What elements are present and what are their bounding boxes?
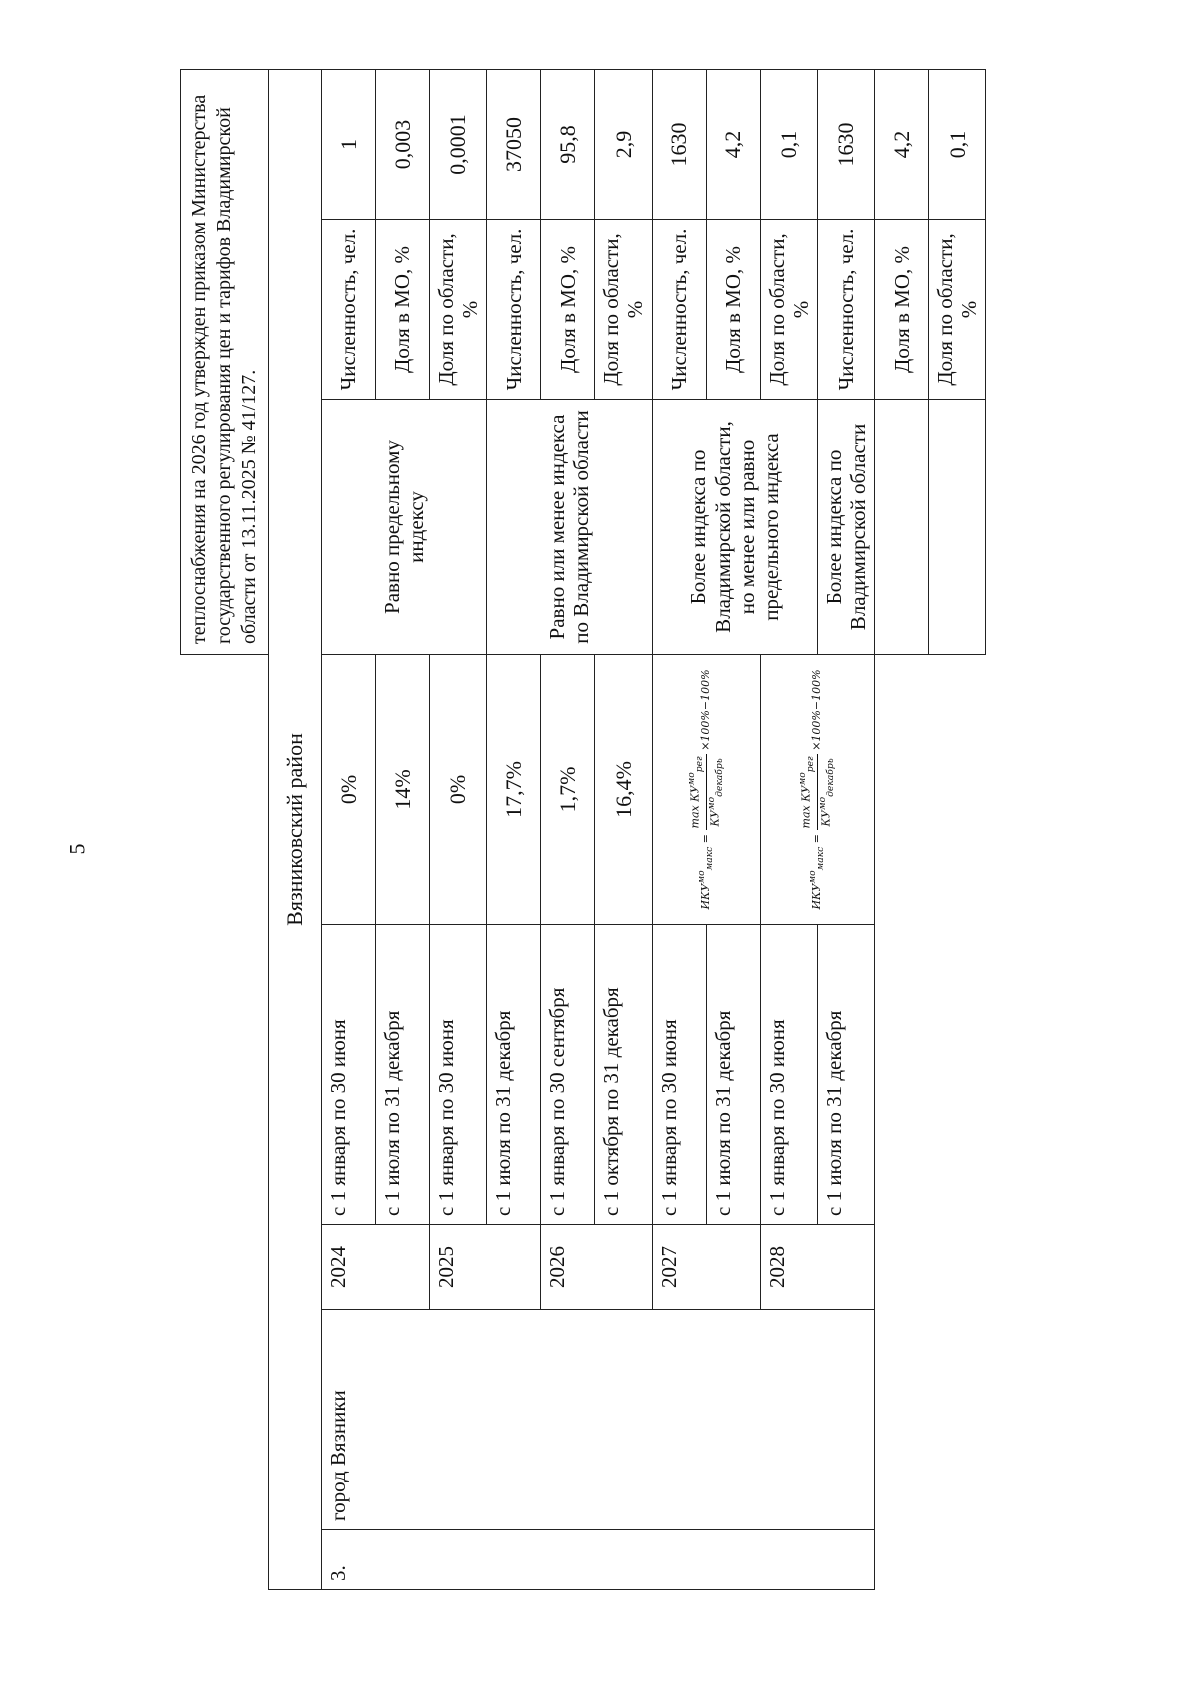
period-2027-second: с 1 июля по 31 декабря [706, 925, 760, 1225]
value-c1-share-region: 0,0001 [430, 69, 487, 219]
formula-numer: max КУ [800, 785, 814, 829]
municipality-name: город Вязники [322, 1310, 875, 1530]
formula-denom: КУ [708, 810, 722, 827]
formula-denom: КУ [819, 810, 833, 827]
spacer-cell [875, 654, 929, 1589]
formula-lhs: ИКУ [810, 883, 824, 910]
index-2026-second: 16,4% [595, 654, 652, 924]
page-number: 5 [64, 843, 90, 855]
formula-fraction [798, 754, 836, 830]
indicator-count: Численность, чел. [817, 219, 874, 399]
index-2025-second: 17,7% [487, 654, 541, 924]
period-2025-second: с 1 июля по 31 декабря [487, 925, 541, 1225]
formula-denominator [707, 754, 725, 830]
formula-lhs-sub: макс [815, 846, 827, 871]
header-note-row [181, 69, 269, 1589]
formula-numer-sup: мо [797, 772, 809, 786]
formula-2028 [760, 654, 875, 924]
index-2024-second: 14% [376, 654, 430, 924]
formula-numer-sub: рег [694, 756, 706, 773]
value-c2-share-region: 2,9 [595, 69, 652, 219]
indicator-count: Численность, чел. [652, 219, 706, 399]
criterion-between: Более индекса по Владимирской области, но менее или равно предельного индекса [652, 399, 817, 654]
formula-lhs-sub: макс [704, 846, 716, 871]
criterion-above-region-cont [875, 399, 929, 654]
formula-denom-sup: мо [705, 796, 717, 811]
year-2028: 2028 [760, 1225, 875, 1310]
indicator-share-region: Доля по области, % [760, 219, 817, 399]
value-c1-share-mo: 0,003 [376, 69, 430, 219]
value-c3-share-mo: 4,2 [706, 69, 760, 219]
value-c2-share-mo: 95,8 [541, 69, 595, 219]
indicator-count: Численность, чел. [487, 219, 541, 399]
formula-numer: max КУ [688, 785, 702, 829]
period-2027-first: с 1 января по 30 июня [652, 925, 706, 1225]
formula-eq: = [810, 833, 824, 844]
value-c4-count: 1630 [817, 69, 874, 219]
formula-numerator [798, 754, 817, 830]
formula-lhs-sup: мо [696, 870, 708, 884]
formula-denom-sup: мо [816, 796, 828, 811]
formula-lhs-sup: мо [807, 870, 819, 884]
formula-denom-sub: декабрь [713, 758, 725, 797]
value-c1-count: 1 [322, 69, 376, 219]
formula-denominator [818, 754, 836, 830]
formula-denom-sub: декабрь [824, 758, 836, 797]
formula-numer-sup: мо [686, 772, 698, 786]
period-2025-first: с 1 января по 30 июня [430, 925, 487, 1225]
index-2024-first: 0% [322, 654, 376, 924]
header-spacer [181, 654, 269, 1589]
formula-lhs: ИКУ [699, 883, 713, 910]
value-c3-share-region: 0,1 [760, 69, 817, 219]
formula-eq: = [699, 833, 713, 844]
indicator-share-mo: Доля в МО, % [541, 219, 595, 399]
criterion-above-region: Более индекса по Владимирской области [817, 399, 874, 654]
indicator-share-mo: Доля в МО, % [875, 219, 929, 399]
year-2024: 2024 [322, 1225, 430, 1310]
period-2024-first: с 1 января по 30 июня [322, 925, 376, 1225]
rotated-table-sheet [180, 70, 982, 1590]
header-note: теплоснабжения на 2026 год утвержден приказом Министерства государственного регулирования цен и тарифов Владимирской области от 13.11.2025 № 41/127. [181, 69, 269, 654]
indicator-count: Численность, чел. [322, 219, 376, 399]
indicator-share-region: Доля по области, % [430, 219, 487, 399]
index-2026-first: 1,7% [541, 654, 595, 924]
formula-fraction [687, 754, 725, 830]
period-2028-first: с 1 января по 30 июня [760, 925, 817, 1225]
district-heading: Вязниковский район [269, 69, 322, 1589]
table-row [322, 69, 376, 1589]
year-2026: 2026 [541, 1225, 652, 1310]
period-2026-first: с 1 января по 30 сентября [541, 925, 595, 1225]
tariff-table [180, 69, 986, 1590]
year-2027: 2027 [652, 1225, 760, 1310]
district-row [269, 69, 322, 1589]
indicator-share-region: Доля по области, % [929, 219, 986, 399]
formula-2027 [652, 654, 760, 924]
value-c3-count: 1630 [652, 69, 706, 219]
spacer-cell [929, 654, 986, 1589]
period-2028-second: с 1 июля по 31 декабря [817, 925, 874, 1225]
formula-numer-sub: рег [805, 756, 817, 773]
value-c2-count: 37050 [487, 69, 541, 219]
criterion-below-region: Равно или менее индекса по Владимирской области [487, 399, 652, 654]
value-c4-share-mo: 4,2 [875, 69, 929, 219]
period-2026-second: с 1 октября по 31 декабря [595, 925, 652, 1225]
year-2025: 2025 [430, 1225, 541, 1310]
indicator-share-mo: Доля в МО, % [706, 219, 760, 399]
criterion-above-region-cont [929, 399, 986, 654]
formula-tail: ×100%−100% [810, 669, 824, 751]
table-row [929, 69, 986, 1589]
index-2025-first: 0% [430, 654, 487, 924]
formula-tail: ×100%−100% [699, 669, 713, 751]
period-2024-second: с 1 июля по 31 декабря [376, 925, 430, 1225]
indicator-share-mo: Доля в МО, % [376, 219, 430, 399]
formula-numerator [687, 754, 706, 830]
entry-number: 3. [322, 1530, 875, 1590]
indicator-share-region: Доля по области, % [595, 219, 652, 399]
value-c4-share-region: 0,1 [929, 69, 986, 219]
criterion-equal-limit: Равно предельному индексу [322, 399, 487, 654]
table-row [875, 69, 929, 1589]
